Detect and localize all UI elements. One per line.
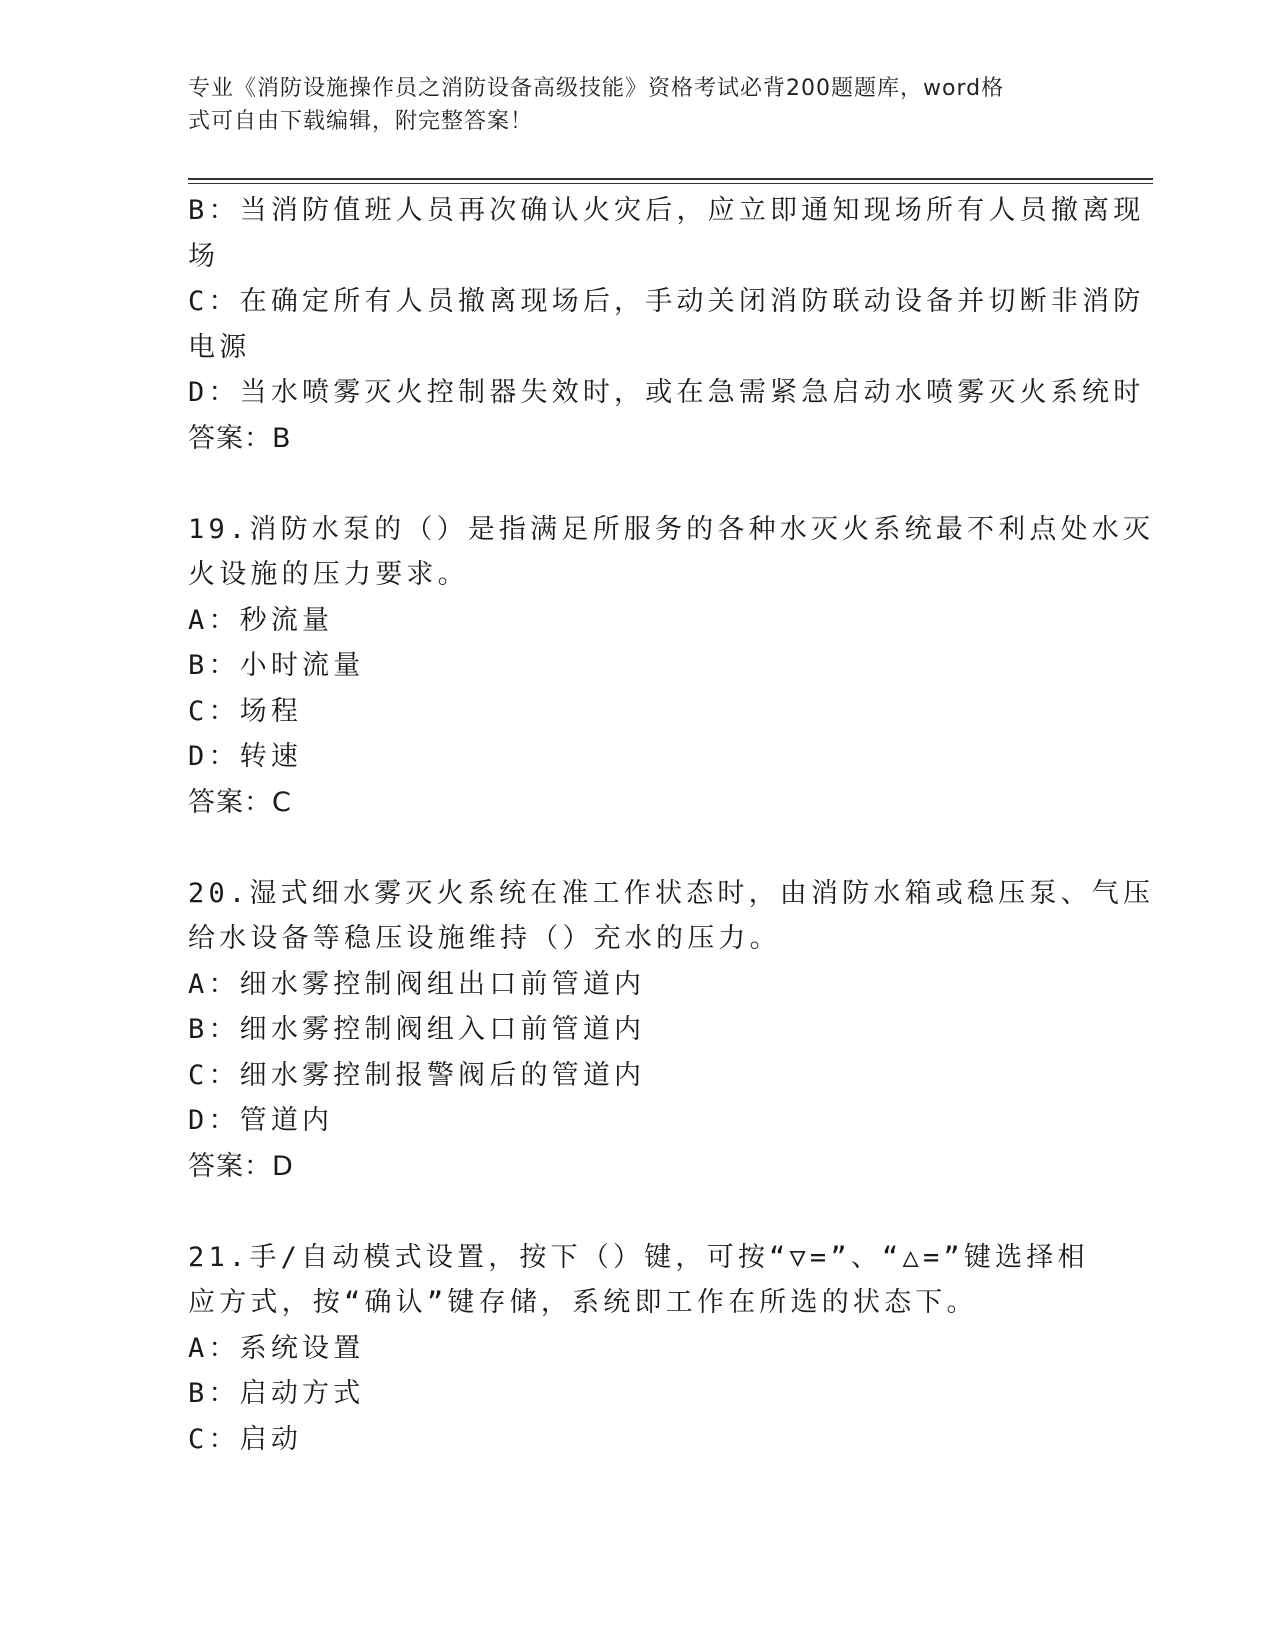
q21-option-a: A：系统设置 xyxy=(188,1332,365,1364)
prev-option-b-line-1: B：当消防值班人员再次确认火灾后，应立即通知现场所有人员撤离现 xyxy=(188,195,1145,226)
header-divider-thin xyxy=(188,183,1153,184)
q20-option-a: A：细水雾控制阀组出口前管道内 xyxy=(188,968,646,1000)
q19-stem-line-2: 火设施的压力要求。 xyxy=(188,559,469,590)
q19-stem-line-1: 19.消防水泵的（）是指满足所服务的各种水灭火系统最不利点处水灭 xyxy=(188,513,1155,545)
spacer xyxy=(188,1189,1088,1235)
header-divider-thick xyxy=(188,178,1153,180)
q21-stem-line-2: 应方式，按“确认”键存储，系统即工作在所选的状态下。 xyxy=(188,1287,978,1318)
q20-option-c: C：细水雾控制报警阀后的管道内 xyxy=(188,1059,646,1091)
prev-option-c-line-2: 电源 xyxy=(188,331,251,363)
q20-stem-line-1: 20.湿式细水雾灭火系统在准工作状态时，由消防水箱或稳压泵、气压 xyxy=(188,877,1155,909)
document-header xyxy=(188,72,1088,138)
q21-option-c: C：启动 xyxy=(188,1423,303,1455)
q21-stem-line-1: 21.手/自动模式设置，按下（）键，可按“▽=”、“△=”键选择相 xyxy=(188,1241,1089,1273)
prev-option-d: D：当水喷雾灭火控制器失效时，或在急需紧急启动水喷雾灭火系统时 xyxy=(188,377,1145,408)
header-line-2: 式可自由下载编辑，附完整答案！ xyxy=(188,109,534,134)
prev-option-b-line-2: 场 xyxy=(188,240,220,272)
q20-option-d: D：管道内 xyxy=(188,1105,334,1136)
prev-answer: 答案：B xyxy=(188,422,292,454)
spacer xyxy=(188,825,1088,871)
spacer xyxy=(188,461,1088,507)
question-content xyxy=(188,188,1155,1462)
q19-option-a: A：秒流量 xyxy=(188,604,334,636)
q20-answer: 答案：D xyxy=(188,1150,294,1182)
q19-option-b: B：小时流量 xyxy=(188,650,365,681)
q19-option-c: C：场程 xyxy=(188,695,303,727)
q20-stem-line-2: 给水设备等稳压设施维持（）充水的压力。 xyxy=(188,923,781,954)
prev-option-c-line-1: C：在确定所有人员撤离现场后，手动关闭消防联动设备并切断非消防 xyxy=(188,286,1145,317)
q19-option-d: D：转速 xyxy=(188,741,303,772)
header-line-1: 专业《消防设施操作员之消防设备高级技能》资格考试必背200题题库，word格 xyxy=(188,76,1005,101)
q21-option-b: B：启动方式 xyxy=(188,1378,365,1409)
q19-answer: 答案：C xyxy=(188,786,292,818)
q20-option-b: B：细水雾控制阀组入口前管道内 xyxy=(188,1014,646,1045)
